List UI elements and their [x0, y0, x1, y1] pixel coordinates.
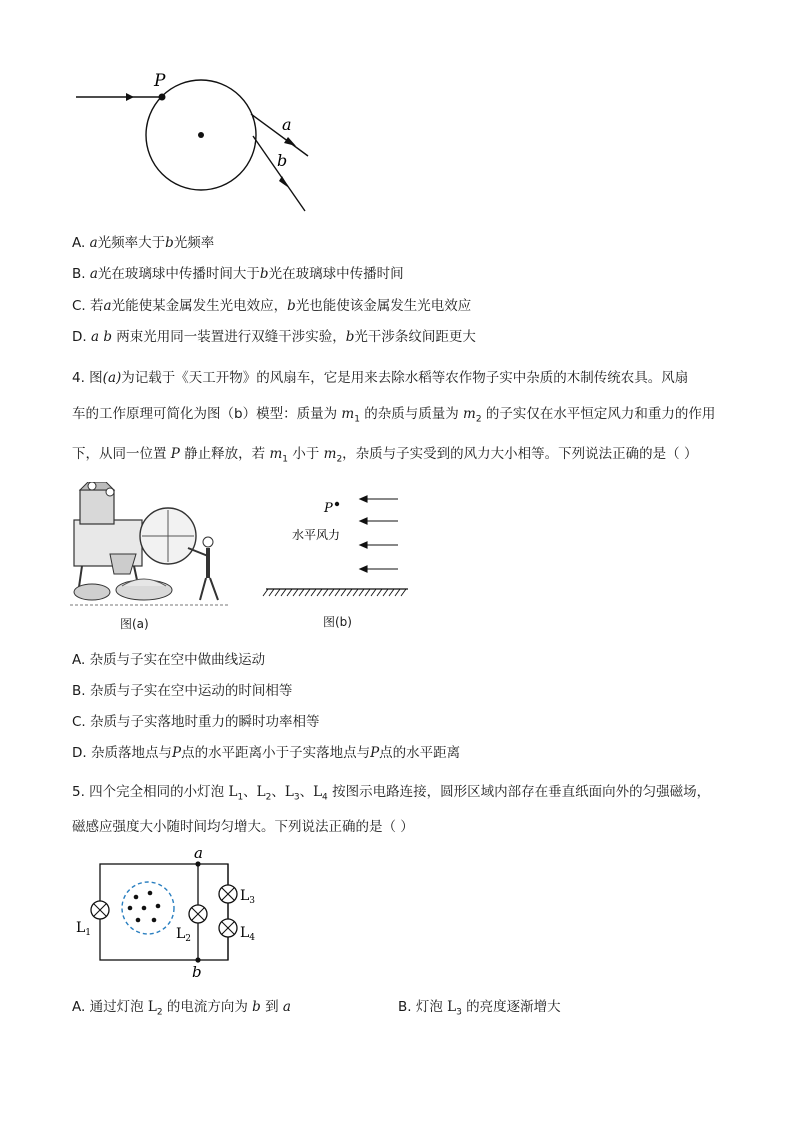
ray-a	[251, 114, 308, 156]
bulb-l4-label: $L_4$	[240, 925, 256, 943]
point-p-label: P	[154, 71, 166, 91]
q3-option-c: C. 若a光能使某金属发生光电效应，b光也能使该金属发生光电效应	[72, 298, 472, 314]
node-a-label: a	[194, 844, 203, 862]
q5-stem-line-1: 5. 四个完全相同的小灯泡 $L_1$、$L_2$、$L_3$、$L_4$ 按图示电路连接，圆形区域内部存在垂直纸面向外的匀强磁场，	[72, 784, 711, 803]
wind-force-label: 水平风力	[292, 528, 341, 542]
incident-ray-arrow-icon	[126, 93, 134, 101]
node-a-dot	[195, 861, 200, 866]
bulb-l4-icon	[219, 919, 237, 937]
q4-stem-line-3: 下，从同一位置 P 静止释放，若 $m_1$ 小于 $m_2$，杂质与子实受到的风力大小相等。下列说法正确的是（ ）	[72, 446, 698, 465]
point-p-label: P	[324, 501, 333, 516]
bulb-l3-label: $L_3$	[240, 888, 256, 906]
ray-b-arrow-icon	[279, 176, 289, 188]
q3-option-d: D. a b 两束光用同一装置进行双缝干涉实验，b光干涉条纹间距更大	[72, 329, 476, 345]
q4-stem-line-1: 4. 图(a)为记载于《天工开物》的风扇车，它是用来去除水稻等农作物子实中杂质的木制传统农具。风扇	[72, 370, 689, 386]
q5-circuit-diagram	[70, 842, 270, 982]
winnowing-machine-illustration	[70, 482, 230, 610]
ground-hatching	[263, 589, 406, 596]
ray-a-label: a	[282, 115, 292, 134]
q5-stem-line-2: 磁感应强度大小随时间均匀增大。下列说法正确的是（ ）	[72, 819, 414, 835]
q3-option-b: B. a光在玻璃球中传播时间大于b光在玻璃球中传播时间	[72, 266, 404, 282]
q3-glass-sphere-figure	[70, 68, 330, 218]
q4-option-d: D. 杂质落地点与P点的水平距离小于子实落地点与P点的水平距离	[72, 745, 461, 761]
q4-option-b: B. 杂质与子实在空中运动的时间相等	[72, 683, 293, 699]
bulb-l2-label: $L_2$	[176, 926, 192, 944]
q3-option-a: A. a光频率大于b光频率	[72, 235, 215, 251]
wind-arrows	[360, 496, 398, 572]
wind-model-figure	[262, 488, 412, 603]
point-p-dot	[159, 94, 166, 101]
q4-option-c: C. 杂质与子实落地时重力的瞬时功率相等	[72, 714, 320, 730]
bulb-l1-icon	[91, 901, 109, 919]
circuit-wires	[100, 864, 228, 960]
bulb-l2-icon	[189, 905, 207, 923]
bulb-l3-icon	[219, 885, 237, 903]
node-b-dot	[195, 957, 200, 962]
figure-b-caption: 图(b)	[323, 615, 352, 629]
sphere-center-dot	[198, 132, 204, 138]
q5-option-b: B. 灯泡 $L_3$ 的亮度逐渐增大	[398, 999, 561, 1018]
ray-a-arrow-icon	[284, 137, 296, 146]
q4-option-a: A. 杂质与子实在空中做曲线运动	[72, 652, 266, 668]
point-p-dot	[335, 502, 339, 506]
q5-option-a: A. 通过灯泡 $L_2$ 的电流方向为 b 到 a	[72, 999, 291, 1018]
node-b-label: b	[192, 963, 202, 981]
q4-stem-line-2: 车的工作原理可简化为图（b）模型：质量为 $m_1$ 的杂质与质量为 $m_2$ 的子实仅在水平恒定风力和重力的作用	[72, 406, 716, 425]
figure-a-caption: 图(a)	[120, 617, 149, 631]
ray-b-label: b	[277, 151, 288, 170]
bulb-l1-label: $L_1$	[76, 920, 92, 938]
field-out-of-page-dots	[128, 891, 161, 923]
